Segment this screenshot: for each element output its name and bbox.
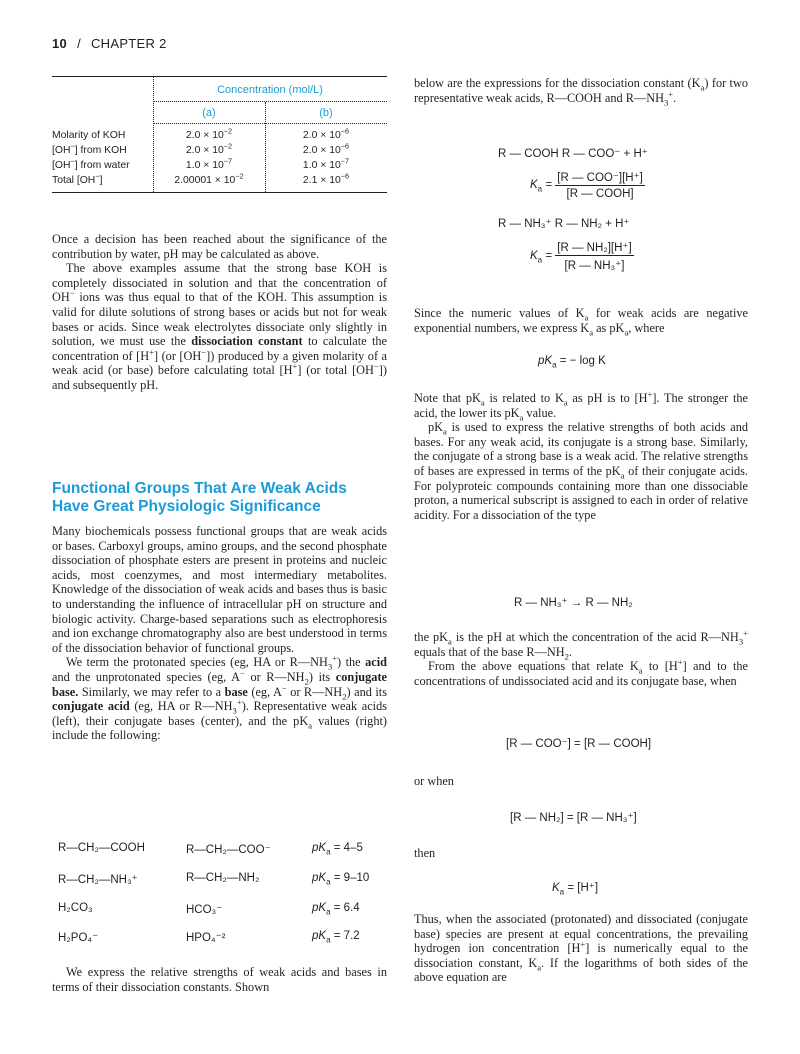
- acid-formula: H₂PO₄⁻: [58, 932, 99, 944]
- table-row-label: [OH−] from water: [52, 156, 130, 171]
- right-column-section: [414, 846, 748, 861]
- table-cell: $2.0 \times 10^{-6}$: [302, 141, 350, 156]
- pka-value: $pK_a = 6.4$: [312, 902, 360, 917]
- paragraph: Many biochemicals possess functional groups that are weak acids or bases. Carboxyl groups, amino groups, and the second phosphate dissociation of phosphate esters are present in proteins and nucleic acids, most coenzymes, and most intermediary metabolites. Knowledge of the dissociation of weak acids and bases thus is basic to understanding the influence of intracellular pH on structure and biologic activity. Charge-based separations such as electrophoresis and ion exchange chromatography also are best understood in terms of the dissociation behavior of functional groups.: [52, 524, 387, 655]
- paragraph: or when: [414, 774, 454, 788]
- table-cell: $2.0 \times 10^{-2}$: [185, 141, 233, 156]
- paragraph: then: [414, 846, 436, 860]
- table-cell: $2.0 \times 10^{-2}$: [185, 126, 233, 141]
- acid-formula: R—CH₂—NH₃⁺: [58, 874, 138, 886]
- left-column: [52, 232, 387, 393]
- table-group-header: Concentration (mol/L): [217, 84, 323, 96]
- table-bottom-rule: [52, 192, 387, 193]
- equation: $K_a$ = $\frac{\text{[R — NH₂][H⁺]}}{\text{[R — NH₃⁺]}}$: [530, 242, 632, 272]
- equation: R — NH₃⁺ R — NH₂ + H⁺: [498, 218, 630, 230]
- table-divider: [153, 101, 387, 102]
- paragraph: Thus, when the associated (protonated) and dissociated (conjugate base) species are present at equal concentrations, the prevailing hydrogen ion concentration [H+] is numerically equal to the dissociation constant, $K_a$. If the logarithms of both sides of the above equation are: [414, 912, 748, 985]
- table-divider: [153, 123, 387, 124]
- pka-value: $pK_a = 7.2$: [312, 930, 360, 945]
- table-col-b: (b): [319, 107, 333, 119]
- equation: R — COOH R — COO⁻ + H⁺: [498, 148, 648, 160]
- paragraph: From the above equations that relate $K_a$ to [H+] and to the concentrations of undissociated acid and its conjugate base, when: [414, 657, 748, 688]
- weak-acid-list: [58, 842, 388, 952]
- paragraph: We express the relative strengths of weak acids and bases in terms of their dissociation constants. Shown: [52, 965, 387, 994]
- running-header: [52, 36, 167, 51]
- right-column-section: [414, 388, 748, 522]
- paragraph: Once a decision has been reached about the significance of the contribution by water, pH may be calculated as above.: [52, 232, 387, 261]
- left-column-end: [52, 965, 387, 994]
- table-cell: $1.0 \times 10^{-7}$: [302, 156, 350, 171]
- paragraph: Note that $pK_a$ is related to $K_a$ as pH is to [H+]. The stronger the acid, the lower its $pK_a$ value.: [414, 388, 748, 423]
- conjugate-base-formula: HCO₃⁻: [186, 904, 223, 916]
- equation: $K_a = [H^+]$: [552, 882, 599, 897]
- chapter-label: CHAPTER 2: [90, 36, 167, 51]
- table-cell: $2.0 \times 10^{-6}$: [302, 126, 350, 141]
- equation: [R — COO⁻] = [R — COOH]: [506, 738, 652, 750]
- left-column-section: [52, 524, 387, 743]
- paragraph: below are the expressions for the dissociation constant $(K_a)$ for two representative weak acids, R—COOH and $R—NH_3^+$.: [414, 76, 749, 108]
- equation: $K_a$ = $\frac{\text{[R — COO⁻][H⁺]}}{\text{[R — COOH]}}$: [530, 172, 643, 200]
- table-col-a: (a): [202, 107, 216, 119]
- pka-value: $pK_a = 4-5$: [312, 842, 363, 857]
- equation: [R — NH₂] = [R — NH₃⁺]: [510, 812, 637, 824]
- right-column-section: [414, 774, 748, 789]
- equation: R — NH₃⁺ → R — NH₂: [514, 597, 633, 609]
- table-cell: $1.0 \times 10^{-7}$: [185, 156, 233, 171]
- acid-formula: H₂CO₃: [58, 902, 93, 914]
- paragraph: We term the protonated species (eg, HA or $R—NH_3^+$) the acid and the unprotonated species (eg, A− or $R—NH_2$) its conjugate base. Similarly, we may refer to a base (eg, A− or $R—NH_2$) and its conjugate acid (eg, HA or $R—NH_3^+$). Representative weak acids (left), their conjugate bases (center), and the $pK_a$ values (right) include the following:: [52, 653, 388, 743]
- conjugate-base-formula: R—CH₂—COO⁻: [186, 844, 271, 856]
- right-column-section: [414, 912, 748, 985]
- paragraph: Since the numeric values of $K_a$ for weak acids are negative exponential numbers, we express $K_a$ as $pK_a$, where: [414, 306, 748, 338]
- right-column-section: [414, 627, 748, 688]
- acid-formula: R—CH₂—COOH: [58, 842, 145, 854]
- table-row-label: [OH−] from KOH: [52, 141, 127, 156]
- table-row-label: Total [OH−]: [52, 171, 103, 186]
- paragraph: the $pK_a$ is the pH at which the concentration of the acid $R—NH_3^+$ equals that of the base $R—NH_2$.: [414, 627, 748, 662]
- table-cell: $2.00001 \times 10^{-2}$: [174, 171, 244, 186]
- header-separator: /: [77, 36, 81, 51]
- conjugate-base-formula: R—CH₂—NH₂: [186, 872, 260, 884]
- pka-value: $pK_a = 9-10$: [312, 872, 370, 887]
- page-number: 10: [52, 36, 68, 51]
- section-heading: Functional Groups That Are Weak Acids Have Great Physiologic Significance: [52, 480, 347, 515]
- equation: $pK_a$ = − log K: [538, 355, 606, 370]
- right-column-section: [414, 306, 748, 338]
- table-top-rule: [52, 76, 387, 77]
- right-column-intro: [414, 76, 749, 108]
- paragraph: The above examples assume that the strong base KOH is completely dissociated in solution and that the concentration of OH− ions was thus equal to that of the KOH. This assumption is valid for dilute solutions of strong bases or acids but not for weak bases or acids. Since weak electrolytes dissociate only slightly in solution, we must use the dissociation constant to calculate the concentration of [H+] (or [OH−]) produced by a given molarity of a weak acid (or base) before calculating total [H+] (or total [OH−]) and subsequently pH.: [52, 261, 387, 392]
- table-row-label: Molarity of KOH: [52, 130, 126, 141]
- paragraph: $pK_a$ is used to express the relative strengths of both acids and bases. For any weak acid, its conjugate is a strong base. Similarly, the conjugate of a strong base is a weak acid. The relative strengths of bases are expressed in terms of the $pK_a$ of their conjugate acids. For polyproteic compounds containing more than one dissociable proton, a numerical subscript is assigned to each in order of relative acidity. For a dissociation of the type: [414, 420, 748, 522]
- table-cell: $2.1 \times 10^{-6}$: [302, 171, 350, 186]
- conjugate-base-formula: HPO₄⁻²: [186, 932, 226, 944]
